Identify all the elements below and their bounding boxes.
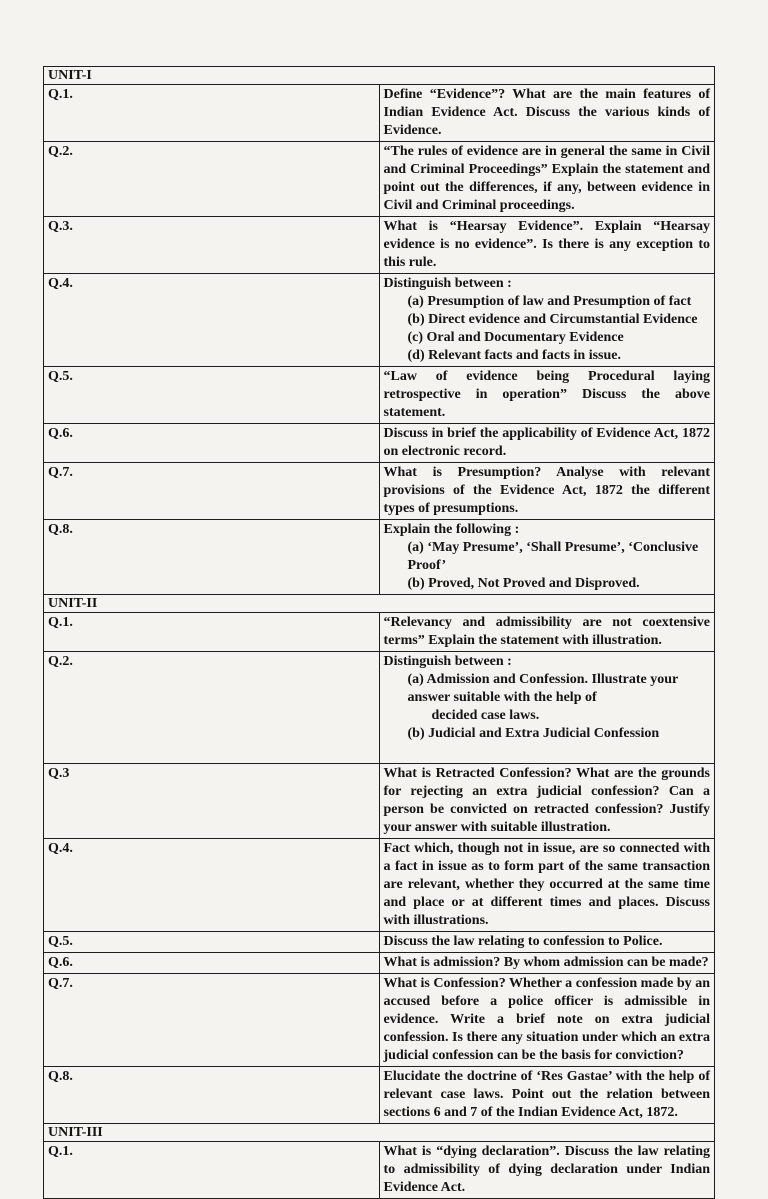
- question-number: Q.5.: [44, 932, 380, 953]
- sub-item: (b) Direct evidence and Circumstantial Evidence: [407, 312, 698, 327]
- sub-item: (a) ‘May Presume’, ‘Shall Presume’, ‘Conclusive Proof’: [407, 540, 699, 573]
- question-number: Q.1.: [44, 613, 380, 652]
- question-table: [43, 66, 715, 1199]
- question-number: Q.8.: [44, 1067, 380, 1124]
- question-number: Q.1.: [44, 1142, 380, 1199]
- question-number: Q.2.: [44, 652, 380, 764]
- unit-title: UNIT-I: [44, 67, 715, 85]
- sub-item: (a) Admission and Confession. Illustrate your answer suitable with the help of: [407, 672, 678, 705]
- question-row: [44, 974, 715, 1067]
- question-row: [44, 142, 715, 217]
- question-number: Q.3.: [44, 217, 380, 274]
- question-text: What is “dying declaration”. Discuss the law relating to admissibility of dying declaration under Indian Evidence Act.: [379, 1142, 715, 1199]
- question-row: [44, 520, 715, 595]
- question-row: [44, 764, 715, 839]
- sub-item: (b) Proved, Not Proved and Disproved.: [407, 576, 640, 591]
- question-text: “Relevancy and admissibility are not coextensive terms” Explain the statement with illustration.: [379, 613, 715, 652]
- question-cell: [379, 520, 715, 595]
- question-text: Distinguish between :: [383, 654, 512, 669]
- question-text: Elucidate the doctrine of ‘Res Gastae’ with the help of relevant case laws. Point out the relation between sections 6 and 7 of the Indian Evidence Act, 1872.: [379, 1067, 715, 1124]
- question-number: Q.7.: [44, 974, 380, 1067]
- question-row: [44, 85, 715, 142]
- question-text: What is “Hearsay Evidence”. Explain “Hearsay evidence is no evidence”. Is there is any exception to this rule.: [379, 217, 715, 274]
- question-text: What is Retracted Confession? What are the grounds for rejecting an extra judicial confession? Can a person be convicted on retracted confession? Justify your answer with suitable illustration.: [379, 764, 715, 839]
- question-number: Q.5.: [44, 367, 380, 424]
- sub-item: (d) Relevant facts and facts in issue.: [407, 348, 621, 363]
- question-text: What is Confession? Whether a confession made by an accused before a police officer is admissible in evidence. Write a brief note on extra judicial confession. Is there any situation under which an extra judicial confession can be the basis for conviction?: [379, 974, 715, 1067]
- question-number: Q.1.: [44, 85, 380, 142]
- question-row: [44, 953, 715, 974]
- question-cell: [379, 274, 715, 367]
- question-row: [44, 367, 715, 424]
- unit-row: [44, 595, 715, 613]
- sub-item: (c) Oral and Documentary Evidence: [407, 330, 624, 345]
- question-row: [44, 217, 715, 274]
- unit-title: UNIT-III: [44, 1124, 715, 1142]
- question-row: [44, 463, 715, 520]
- question-text: Discuss the law relating to confession to Police.: [379, 932, 715, 953]
- sub-item: (b) Judicial and Extra Judicial Confession: [407, 726, 660, 741]
- question-sheet: [43, 66, 715, 1199]
- question-text: Explain the following :: [383, 522, 520, 537]
- question-number: Q.4.: [44, 274, 380, 367]
- question-row: [44, 274, 715, 367]
- question-cell: [379, 652, 715, 764]
- question-text: Discuss in brief the applicability of Evidence Act, 1872 on electronic record.: [379, 424, 715, 463]
- question-text: What is Presumption? Analyse with relevant provisions of the Evidence Act, 1872 the different types of presumptions.: [379, 463, 715, 520]
- question-row: [44, 932, 715, 953]
- question-text: Distinguish between :: [383, 276, 512, 291]
- question-text: “The rules of evidence are in general the same in Civil and Criminal Proceedings” Explain the statement and point out the differences, if any, between evidence in Civil and Criminal proceedings.: [379, 142, 715, 217]
- question-row: [44, 652, 715, 764]
- question-text: “Law of evidence being Procedural laying retrospective in operation” Discuss the above statement.: [379, 367, 715, 424]
- question-number: Q.7.: [44, 463, 380, 520]
- question-number: Q.6.: [44, 424, 380, 463]
- question-text: Define “Evidence”? What are the main features of Indian Evidence Act. Discuss the various kinds of Evidence.: [379, 85, 715, 142]
- question-number: Q.6.: [44, 953, 380, 974]
- sub-item: decided case laws.: [431, 708, 540, 723]
- question-text: Fact which, though not in issue, are so connected with a fact in issue as to form part of the same transaction are relevant, whether they occurred at the same time and place or at different times and places. Discuss with illustrations.: [379, 839, 715, 932]
- unit-title: UNIT-II: [44, 595, 715, 613]
- unit-row: [44, 67, 715, 85]
- question-number: Q.2.: [44, 142, 380, 217]
- sub-item: (a) Presumption of law and Presumption of fact: [407, 294, 692, 309]
- question-row: [44, 1067, 715, 1124]
- question-row: [44, 839, 715, 932]
- unit-row: [44, 1124, 715, 1142]
- question-number: Q.4.: [44, 839, 380, 932]
- question-number: Q.3: [44, 764, 380, 839]
- question-row: [44, 1142, 715, 1199]
- question-row: [44, 613, 715, 652]
- question-text: What is admission? By whom admission can be made?: [379, 953, 715, 974]
- question-number: Q.8.: [44, 520, 380, 595]
- question-row: [44, 424, 715, 463]
